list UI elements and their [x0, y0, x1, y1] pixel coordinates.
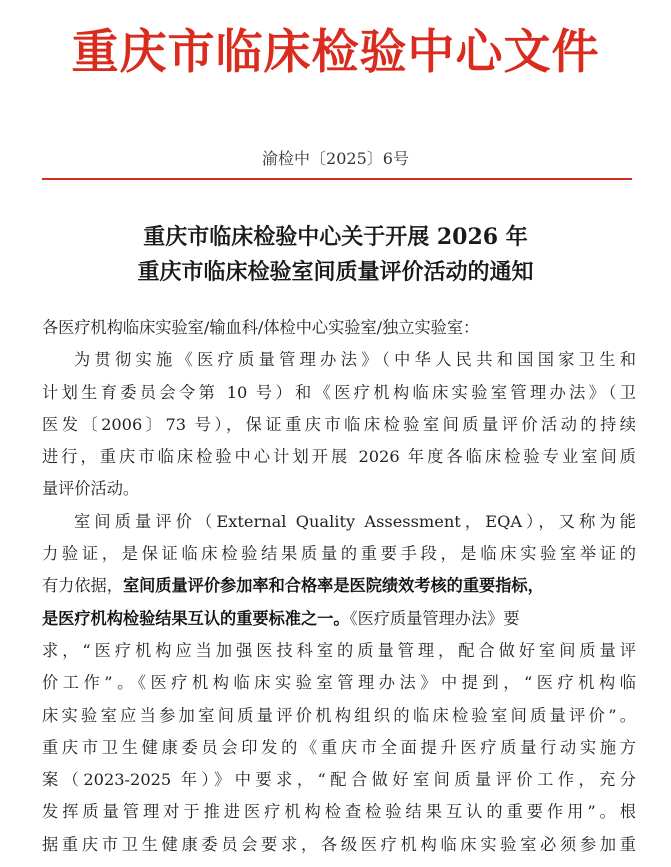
paragraph-1-line-5: 量评价活动。 — [42, 479, 140, 499]
paragraph-2-line-3-lead: 有力依据， — [42, 576, 123, 596]
document-header-title: 重庆市临床检验中心文件 — [71, 25, 600, 80]
header-divider-line — [42, 178, 632, 180]
paragraph-2-line-10: 发挥质量管理对于推进医疗机构检查检验结果互认的重要作用”。根 — [42, 802, 636, 822]
paragraph-1-line-1: 为贯彻实施《医疗质量管理办法》（中华人民共和国国家卫生和 — [74, 350, 636, 370]
paragraph-1-line-3: 医发〔2006〕73 号），保证重庆市临床检验室间质量评价活动的持续 — [42, 414, 636, 434]
paragraph-2-line-4 — [42, 603, 636, 635]
paragraph-2-line-6: 价工作”。《医疗机构临床实验室管理办法》中提到，“医疗机构临 — [42, 673, 636, 693]
paragraph-2-line-8: 重庆市卫生健康委员会印发的《重庆市全面提升医疗质量行动实施方 — [42, 737, 636, 757]
salutation: 各医疗机构临床实验室/输血科/体检中心实验室/独立实验室： — [42, 318, 480, 337]
paragraph-1-line-2: 计划生育委员会令第 10 号）和《医疗机构临床实验室管理办法》（卫 — [42, 382, 636, 402]
paragraph-2-line-11: 据重庆市卫生健康委员会要求，各级医疗机构临床实验室必须参加重 — [42, 834, 636, 854]
paragraph-2-line-4-tail: 《医疗质量管理办法》要 — [349, 608, 520, 628]
document-number: 渝检中〔2025〕6号 — [262, 149, 409, 168]
paragraph-1-line-4: 进行，重庆市临床检验中心计划开展 2026 年度各临床检验专业室间质 — [42, 447, 636, 467]
paragraph-2-line-1: 室间质量评价（External Quality Assessment，EQA），又称为能 — [74, 511, 636, 531]
bold-emphasis-text-2: 是医疗机构检验结果互认的重要标准之一。 — [42, 608, 350, 628]
notice-body — [42, 312, 636, 861]
paragraph-2-line-5: 求，“医疗机构应当加强医技科室的质量管理，配合做好室间质量评 — [42, 640, 636, 660]
paragraph-2-line-2: 力验证，是保证临床检验结果质量的重要手段，是临床实验室举证的 — [42, 544, 636, 564]
notice-title-line-2: 重庆市临床检验室间质量评价活动的通知 — [137, 259, 534, 285]
notice-title-line-1: 重庆市临床检验中心关于开展 2026 年 — [143, 224, 528, 250]
paragraph-2-line-7: 床实验室应当参加室间质量评价机构组织的临床检验室间质量评价”。 — [42, 705, 636, 725]
paragraph-2-line-3 — [42, 570, 636, 602]
paragraph-2-line-9: 案（2023-2025 年）》中要求，“配合做好室间质量评价工作，充分 — [42, 770, 636, 790]
bold-emphasis-text-1: 室间质量评价参加率和合格率是医院绩效考核的重要指标， — [122, 576, 544, 596]
